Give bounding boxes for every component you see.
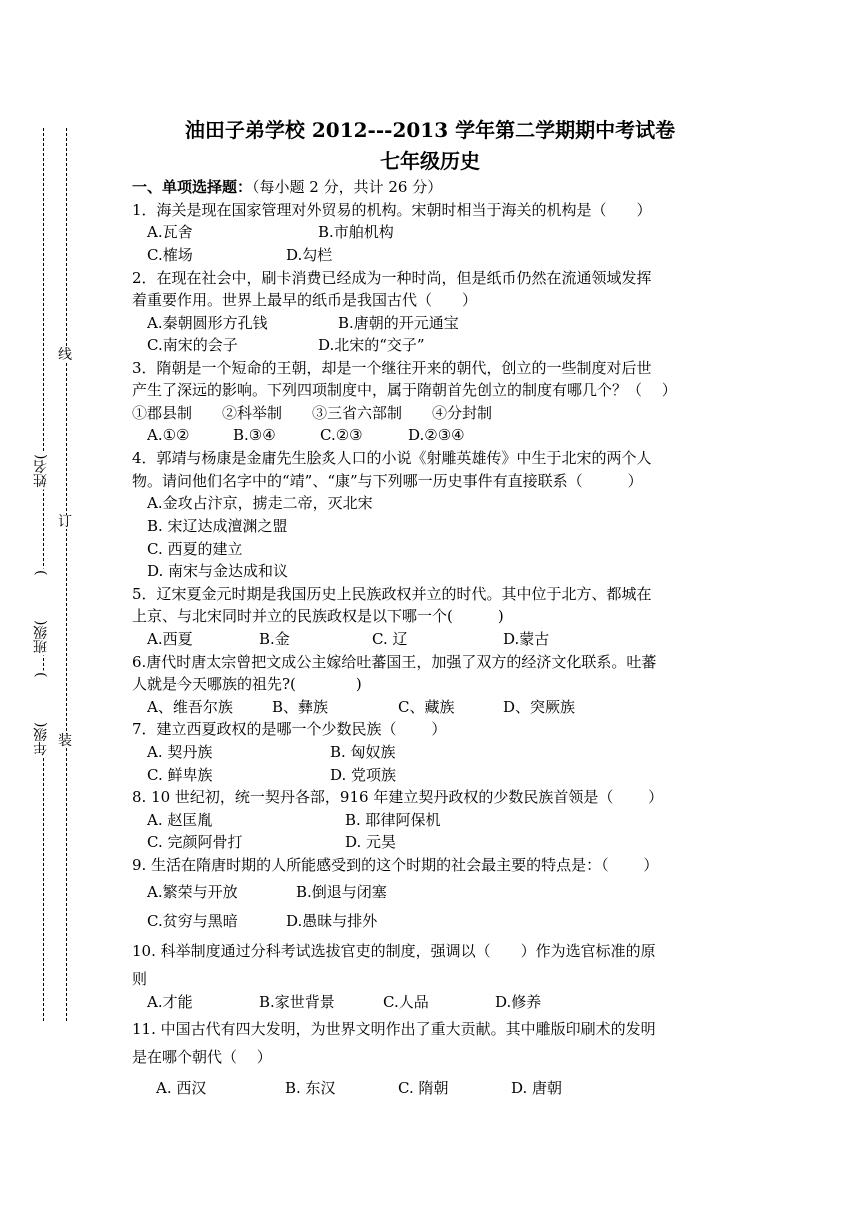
binding-mark-order: 订 [58,514,72,530]
q7-option-c[interactable]: C. 鲜卑族 [147,766,213,784]
q9-option-c[interactable]: C.贫穷与黑暗 [147,912,238,930]
section-note: （每小题 2 分，共计 26 分） [252,178,443,196]
q4-option-b[interactable]: B. 宋辽达成澶渊之盟 [147,517,288,535]
q8-option-b[interactable]: B. 耶律阿保机 [345,811,441,829]
q5-option-d[interactable]: D.蒙古 [503,630,550,648]
q9-option-d[interactable]: D.愚昧与排外 [286,912,378,930]
grade-label: 年级( ) [33,672,49,756]
q4-option-c[interactable]: C. 西夏的建立 [147,540,243,558]
section-label: 一、单项选择题： [132,178,253,196]
q10-option-b[interactable]: B.家世背景 [259,993,335,1011]
question-2-text-2: 着重要作用。世界上最早的纸币是我国古代（ ） [132,291,478,309]
q1-option-d[interactable]: D.勾栏 [286,246,333,264]
q5-option-c[interactable]: C. 辽 [372,630,408,648]
question-3-text-1: 3．隋朝是一个短命的王朝，却是一个继往开来的朝代，创立的一些制度对后世 [132,359,652,377]
question-2-text-1: 2．在现在社会中，刷卡消费已经成为一种时尚，但是纸币仍然在流通领域发挥 [132,269,652,287]
q6-option-b[interactable]: B、彝族 [272,698,329,716]
binding-dashed-line-inner [66,128,67,1021]
question-9-text: 9. 生活在隋唐时期的人所能感受到的这个时期的社会最主要的特点是：（ ） [132,856,659,874]
question-11-text-1: 11. 中国古代有四大发明，为世界文明作出了重大贡献。其中雕版印刷术的发明 [132,1020,656,1038]
question-4-text-2: 物。请问他们名字中的“靖”、“康”与下列哪一历史事件有直接联系（ ） [132,472,643,490]
question-7-text: 7．建立西夏政权的是哪一个少数民族（ ） [132,720,447,738]
question-5-text-1: 5．辽宋夏金元时期是我国历史上民族政权并立的时代。其中位于北方、都城在 [132,585,652,603]
q3-option-b[interactable]: B.③④ [233,426,276,444]
name-label: 姓名( [33,454,49,488]
q11-option-c[interactable]: C. 隋朝 [398,1079,449,1097]
exam-subtitle: 七年级历史 [380,149,480,173]
q3-option-d[interactable]: D.②③④ [408,426,465,444]
q4-option-d[interactable]: D. 南宋与金达成和议 [147,562,289,580]
q7-option-b[interactable]: B. 匈奴族 [330,743,396,761]
q11-option-b[interactable]: B. 东汉 [285,1079,336,1097]
q5-option-b[interactable]: B.金 [259,630,290,648]
binding-mark-line: 线 [58,347,72,363]
q5-option-a[interactable]: A.西夏 [147,630,193,648]
q9-option-a[interactable]: A.繁荣与开放 [147,883,238,901]
question-4-text-1: 4．郭靖与杨康是金庸先生脍炙人口的小说《射雕英雄传》中生于北宋的两个人 [132,449,652,467]
q8-option-a[interactable]: A. 赵匡胤 [147,811,213,829]
q4-option-a[interactable]: A.金攻占汴京，掳走二帝，灭北宋 [147,494,373,512]
q2-option-d[interactable]: D.北宋的“交子” [318,336,425,354]
q8-option-c[interactable]: C. 完颜阿骨打 [147,833,243,851]
q11-option-d[interactable]: D. 唐朝 [511,1079,563,1097]
q3-option-a[interactable]: A.①② [147,426,190,444]
q6-option-c[interactable]: C、藏族 [398,698,455,716]
section-heading [132,177,442,197]
q9-option-b[interactable]: B.倒退与闭塞 [296,883,387,901]
q1-option-b[interactable]: B.市舶机构 [318,223,394,241]
q3-option-c[interactable]: C.②③ [320,426,363,444]
exam-title: 油田子弟学校 2012---2013 学年第二学期期中考试卷 [184,118,676,142]
question-3-text-2: 产生了深远的影响。下列四项制度中，属于隋朝首先创立的制度有哪几个？（ ） [132,381,677,399]
question-11-text-2: 是在哪个朝代（ ） [132,1048,272,1066]
q6-option-d[interactable]: D、突厥族 [503,698,576,716]
q10-option-c[interactable]: C.人品 [383,993,429,1011]
question-1-text: 1．海关是现在国家管理对外贸易的机构。宋朝时相当于海关的机构是（ ） [132,201,652,219]
class-label: 班级( ) [33,570,49,654]
question-8-text: 8. 10 世纪初，统一契丹各部，916 年建立契丹政权的少数民族首领是（ ） [132,788,664,806]
question-5-text-2: 上京、与北宋同时并立的民族政权是以下哪一个( ) [132,607,504,625]
q2-option-b[interactable]: B.唐朝的开元通宝 [338,314,459,332]
q11-option-a[interactable]: A. 西汉 [156,1079,207,1097]
q2-option-c[interactable]: C.南宋的会子 [147,336,238,354]
q1-option-a[interactable]: A.瓦舍 [147,223,193,241]
q8-option-d[interactable]: D. 元昊 [345,833,397,851]
q2-option-a[interactable]: A.秦朝圆形方孔钱 [147,314,268,332]
q10-option-d[interactable]: D.修养 [495,993,542,1011]
q1-option-c[interactable]: C.榷场 [147,246,193,264]
question-6-text-2: 人就是今天哪族的祖先?( ) [132,675,362,693]
q10-option-a[interactable]: A.才能 [147,993,193,1011]
question-6-text-1: 6.唐代时唐太宗曾把文成公主嫁给吐蕃国王，加强了双方的经济文化联系。吐蕃 [132,653,657,671]
question-10-text-1: 10. 科举制度通过分科考试选拔官吏的制度，强调以（ ）作为选官标准的原 [132,942,656,960]
q7-option-a[interactable]: A. 契丹族 [147,743,213,761]
binding-mark-bind: 装 [58,733,72,749]
question-10-text-2: 则 [132,970,148,988]
q6-option-a[interactable]: A、维吾尔族 [147,698,233,716]
q7-option-d[interactable]: D. 党项族 [330,766,397,784]
question-3-text-3: ①郡县制 ②科举制 ③三省六部制 ④分封制 [132,404,493,422]
